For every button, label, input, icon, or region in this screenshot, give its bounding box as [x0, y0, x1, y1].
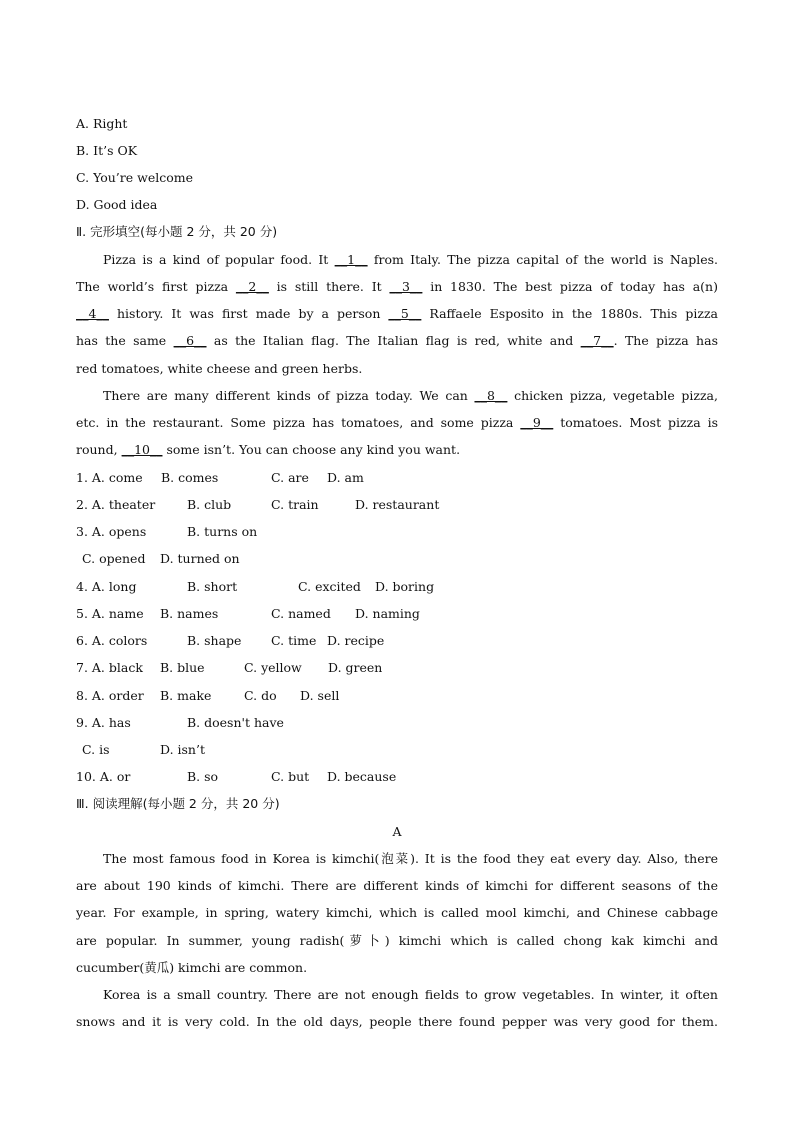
question-9-line-2: C. is D. isn’t — [82, 742, 205, 757]
blank-7: __7__ — [580, 333, 614, 348]
passage-label: A — [392, 824, 402, 839]
question-3-line-1: 3. A. opens B. turns on — [76, 524, 258, 539]
blank-6: __6__ — [173, 333, 207, 348]
option-a: A. Right — [76, 116, 128, 131]
blank-2: __2__ — [235, 279, 269, 294]
option-c: C. You’re welcome — [76, 170, 193, 185]
blank-9: __9__ — [520, 415, 554, 430]
section3-heading: Ⅲ. 阅读理解(每小题 2 分，共 20 分) — [76, 796, 280, 811]
blank-3: __3__ — [389, 279, 423, 294]
reading-line-6: Korea is a small country. There are not enough fields to grow vegetables. In winter, it often — [103, 987, 718, 1002]
reading-line-2: are about 190 kinds of kimchi. There are different kinds of kimchi for different seasons of the — [76, 878, 718, 893]
question-5: 5. A. name B. names C. named D. naming — [76, 606, 420, 621]
blank-4: __4__ — [76, 306, 109, 321]
cloze-line-3: __4__ history. It was first made by a person __5__ Raffaele Esposito in the 1880s. This pizza — [76, 306, 718, 321]
reading-line-3: year. For example, in spring, watery kimchi, which is called mool kimchi, and Chinese cabbage — [76, 905, 718, 920]
cloze-line-6: There are many different kinds of pizza today. We can __8__ chicken pizza, vegetable pizza, — [103, 388, 718, 403]
blank-10: __10__ — [121, 442, 163, 457]
question-8: 8. A. order B. make C. do D. sell — [76, 688, 340, 703]
cloze-line-7: etc. in the restaurant. Some pizza has tomatoes, and some pizza __9__ tomatoes. Most pizza is — [76, 415, 718, 430]
blank-8: __8__ — [474, 388, 508, 403]
question-1: 1. A. come B. comes C. are D. am — [76, 470, 364, 485]
question-3-line-2: C. opened D. turned on — [82, 551, 240, 566]
cloze-line-5: red tomatoes, white cheese and green herbs. — [76, 361, 363, 376]
question-6: 6. A. colors B. shape C. time D. recipe — [76, 633, 385, 648]
option-b: B. It’s OK — [76, 143, 138, 158]
question-10: 10. A. or B. so C. but D. because — [76, 769, 397, 784]
blank-5: __5__ — [388, 306, 422, 321]
cloze-line-8: round, __10__ some isn’t. You can choose any kind you want. — [76, 442, 461, 457]
reading-line-7: snows and it is very cold. In the old days, people there found pepper was very good for them. — [76, 1014, 718, 1029]
question-7: 7. A. black B. blue C. yellow D. green — [76, 660, 383, 675]
option-d: D. Good idea — [76, 197, 158, 212]
blank-1: __1__ — [334, 252, 368, 267]
reading-line-1: The most famous food in Korea is kimchi(泡菜). It is the food they eat every day. Also, there — [103, 851, 718, 866]
cloze-line-2: The world’s first pizza __2__ is still there. It __3__ in 1830. The best pizza of today has a(n) — [76, 279, 718, 294]
reading-line-4: are popular. In summer, young radish(萝卜) kimchi which is called chong kak kimchi and — [76, 933, 718, 948]
question-9-line-1: 9. A. has B. doesn't have — [76, 715, 284, 730]
cloze-line-1: Pizza is a kind of popular food. It __1__ from Italy. The pizza capital of the world is Naples. — [103, 252, 718, 267]
reading-line-5: cucumber(黄瓜) kimchi are common. — [76, 960, 308, 975]
question-2: 2. A. theater B. club C. train D. restaurant — [76, 497, 440, 512]
question-4: 4. A. long B. short C. excited D. boring — [76, 579, 435, 594]
section2-heading: Ⅱ. 完形填空(每小题 2 分，共 20 分) — [76, 224, 278, 239]
cloze-line-4: has the same __6__ as the Italian flag. The Italian flag is red, white and __7__. The pizza has — [76, 333, 718, 348]
